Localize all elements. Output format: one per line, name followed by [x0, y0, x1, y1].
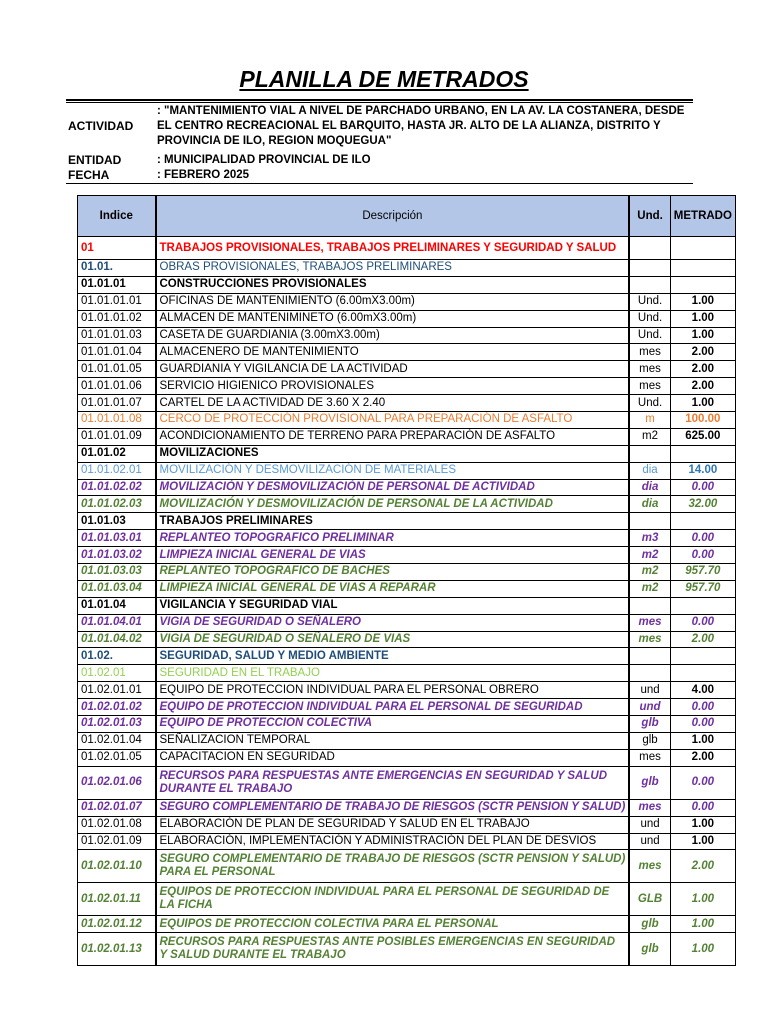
row-und: m: [629, 412, 670, 429]
table-row: [78, 883, 736, 916]
header-bottom-rule: [66, 183, 693, 184]
row-indice: 01.02.01.04: [78, 732, 156, 749]
row-indice: 01.01.01.02: [78, 310, 156, 327]
row-metrado: 0.00: [670, 614, 735, 631]
row-descripcion: SEGURO COMPLEMENTARIO DE TRABAJO DE RIESGOS (SCTR PENSION Y SALUD) PARA EL PERSONAL: [156, 850, 630, 883]
row-und: dia: [629, 462, 670, 479]
column-header-metrado: METRADO: [670, 196, 735, 237]
table-row: [78, 580, 736, 597]
row-und: glb: [629, 766, 670, 799]
row-und: [629, 597, 670, 614]
row-und: mes: [629, 378, 670, 395]
row-und: und: [629, 699, 670, 716]
metrados-table: [77, 195, 736, 966]
row-metrado: 1.00: [670, 933, 735, 966]
table-row: [78, 327, 736, 344]
row-descripcion: MOVILIZACIÓN Y DESMOVILIZACIÓN DE MATERIALES: [156, 462, 630, 479]
table-row: [78, 631, 736, 648]
entidad-label: ENTIDAD: [68, 153, 122, 167]
row-descripcion: ELABORACIÓN, IMPLEMENTACIÓN Y ADMINISTRACIÓN DEL PLAN DE DESVIOS: [156, 833, 630, 850]
row-descripcion: VIGIA DE SEGURIDAD O SEÑALERO: [156, 614, 630, 631]
row-indice: 01.02.01.12: [78, 916, 156, 933]
row-descripcion: TRABAJOS PRELIMINARES: [156, 513, 630, 530]
table-row: [78, 699, 736, 716]
row-descripcion: LIMPIEZA INICIAL GENERAL DE VIAS A REPARAR: [156, 580, 630, 597]
table-row: [78, 916, 736, 933]
row-metrado: 1.00: [670, 327, 735, 344]
row-descripcion: ALMACEN DE MANTENIMINETO (6.00mX3.00m): [156, 310, 630, 327]
row-metrado: 2.00: [670, 344, 735, 361]
table-row: [78, 276, 736, 293]
row-metrado: 14.00: [670, 462, 735, 479]
row-descripcion: SERVICIO HIGIENICO PROVISIONALES: [156, 378, 630, 395]
row-descripcion: ELABORACIÓN DE PLAN DE SEGURIDAD Y SALUD EN EL TRABAJO: [156, 816, 630, 833]
table-row: [78, 479, 736, 496]
row-indice: 01.02.01.07: [78, 799, 156, 816]
row-indice: 01.02.01.10: [78, 850, 156, 883]
row-und: Und.: [629, 327, 670, 344]
row-und: Und.: [629, 293, 670, 310]
row-descripcion: EQUIPO DE PROTECCION COLECTIVA: [156, 716, 630, 733]
row-metrado: 1.00: [670, 916, 735, 933]
row-und: [629, 237, 670, 260]
table-row: [78, 445, 736, 462]
table-row: [78, 412, 736, 429]
row-und: mes: [629, 850, 670, 883]
row-indice: 01.01.01.08: [78, 412, 156, 429]
row-descripcion: SEGURIDAD, SALUD Y MEDIO AMBIENTE: [156, 648, 630, 665]
table-row: [78, 833, 736, 850]
row-metrado: [670, 648, 735, 665]
row-descripcion: CONSTRUCCIONES PROVISIONALES: [156, 276, 630, 293]
fecha-label: FECHA: [68, 168, 110, 182]
row-und: mes: [629, 749, 670, 766]
row-descripcion: CERCO DE PROTECCIÓN PROVISIONAL PARA PREPARACIÓN DE ASFALTO: [156, 412, 630, 429]
row-descripcion: CAPACITACION EN SEGURIDAD: [156, 749, 630, 766]
table-row: [78, 237, 736, 260]
row-descripcion: REPLANTEO TOPOGRAFICO PRELIMINAR: [156, 530, 630, 547]
row-descripcion: SEGURO COMPLEMENTARIO DE TRABAJO DE RIESGOS (SCTR PENSION Y SALUD): [156, 799, 630, 816]
row-indice: 01.01.01.06: [78, 378, 156, 395]
row-indice: 01.02.01.03: [78, 716, 156, 733]
row-indice: 01.02.01.13: [78, 933, 156, 966]
table-row: [78, 310, 736, 327]
row-metrado: 0.00: [670, 479, 735, 496]
table-row: [78, 428, 736, 445]
page-title: PLANILLA DE METRADOS: [239, 66, 529, 92]
row-und: glb: [629, 933, 670, 966]
row-descripcion: VIGILANCIA Y SEGURIDAD VIAL: [156, 597, 630, 614]
row-indice: 01.02.01: [78, 665, 156, 682]
row-descripcion: RECURSOS PARA RESPUESTAS ANTE POSIBLES EMERGENCIAS EN SEGURIDAD Y SALUD DURANTE EL TRABAJO: [156, 933, 630, 966]
table-row: [78, 344, 736, 361]
table-row: [78, 766, 736, 799]
fecha-value: : FEBRERO 2025: [157, 169, 250, 181]
row-metrado: [670, 513, 735, 530]
row-indice: 01.01.04.02: [78, 631, 156, 648]
row-und: [629, 445, 670, 462]
row-und: glb: [629, 716, 670, 733]
row-metrado: 957.70: [670, 580, 735, 597]
row-und: [629, 260, 670, 277]
row-indice: 01.01.: [78, 260, 156, 277]
row-metrado: 2.00: [670, 749, 735, 766]
row-indice: 01.02.01.09: [78, 833, 156, 850]
row-metrado: 4.00: [670, 682, 735, 699]
row-indice: 01.01.01.04: [78, 344, 156, 361]
entidad-value: : MUNICIPALIDAD PROVINCIAL DE ILO: [157, 154, 371, 166]
row-und: dia: [629, 479, 670, 496]
row-und: [629, 665, 670, 682]
row-descripcion: LIMPIEZA INICIAL GENERAL DE VIAS: [156, 547, 630, 564]
row-descripcion: OBRAS PROVISIONALES, TRABAJOS PRELIMINARES: [156, 260, 630, 277]
row-und: glb: [629, 732, 670, 749]
row-metrado: 0.00: [670, 547, 735, 564]
row-indice: 01.01.02: [78, 445, 156, 462]
table-row: [78, 665, 736, 682]
row-indice: 01.02.: [78, 648, 156, 665]
table-row: [78, 614, 736, 631]
table-row: [78, 260, 736, 277]
table-row: [78, 597, 736, 614]
row-descripcion: VIGIA DE SEGURIDAD O SEÑALERO DE VIAS: [156, 631, 630, 648]
table-row: [78, 732, 736, 749]
row-descripcion: SEGURIDAD EN EL TRABAJO: [156, 665, 630, 682]
row-und: und: [629, 682, 670, 699]
row-indice: 01.02.01.11: [78, 883, 156, 916]
table-row: [78, 564, 736, 581]
row-indice: 01.02.01.05: [78, 749, 156, 766]
row-indice: 01.02.01.08: [78, 816, 156, 833]
row-descripcion: ACONDICIONAMIENTO DE TERRENO PARA PREPARACIÓN DE ASFALTO: [156, 428, 630, 445]
row-indice: 01.01.03.04: [78, 580, 156, 597]
row-metrado: [670, 276, 735, 293]
row-und: [629, 648, 670, 665]
row-descripcion: REPLANTEO TOPOGRAFICO DE BACHES: [156, 564, 630, 581]
row-descripcion: GUARDIANIA Y VIGILANCIA DE LA ACTIVIDAD: [156, 361, 630, 378]
row-indice: 01.02.01.02: [78, 699, 156, 716]
row-und: glb: [629, 916, 670, 933]
row-und: m2: [629, 428, 670, 445]
row-und: mes: [629, 799, 670, 816]
row-metrado: 625.00: [670, 428, 735, 445]
actividad-value: : "MANTENIMIENTO VIAL A NIVEL DE PARCHADO URBANO, EN LA AV. LA COSTANERA, DESDE EL CENTRO RECREACIONAL EL BARQUITO, HASTA JR. ALTO DE LA ALIANZA, DISTRITO Y PROVINCIA DE ILO, REGION MOQUEGUA": [157, 105, 685, 147]
row-metrado: 2.00: [670, 850, 735, 883]
row-indice: 01.01.01.01: [78, 293, 156, 310]
row-descripcion: MOVILIZACIONES: [156, 445, 630, 462]
row-descripcion: TRABAJOS PROVISIONALES, TRABAJOS PRELIMINARES Y SEGURIDAD Y SALUD: [156, 237, 630, 260]
row-und: mes: [629, 614, 670, 631]
actividad-label: ACTIVIDAD: [68, 119, 134, 133]
row-indice: 01.01.03: [78, 513, 156, 530]
row-und: m2: [629, 580, 670, 597]
row-indice: 01.01.03.02: [78, 547, 156, 564]
table-row: [78, 547, 736, 564]
table-row: [78, 749, 736, 766]
row-indice: 01.01.03.03: [78, 564, 156, 581]
row-descripcion: CARTEL DE LA ACTIVIDAD DE 3.60 X 2.40: [156, 395, 630, 412]
row-metrado: 0.00: [670, 699, 735, 716]
row-descripcion: CASETA DE GUARDIANIA (3.00mX3.00m): [156, 327, 630, 344]
row-metrado: 0.00: [670, 716, 735, 733]
row-metrado: 0.00: [670, 766, 735, 799]
table-row: [78, 799, 736, 816]
row-metrado: 32.00: [670, 496, 735, 513]
row-indice: 01.01.04: [78, 597, 156, 614]
table-row: [78, 378, 736, 395]
row-und: mes: [629, 361, 670, 378]
row-descripcion: EQUIPO DE PROTECCION INDIVIDUAL PARA EL PERSONAL DE SEGURIDAD: [156, 699, 630, 716]
row-metrado: 1.00: [670, 816, 735, 833]
row-metrado: 2.00: [670, 361, 735, 378]
table-header-row: [78, 196, 736, 237]
row-metrado: [670, 260, 735, 277]
row-indice: 01.01.02.01: [78, 462, 156, 479]
row-und: mes: [629, 631, 670, 648]
row-descripcion: EQUIPO DE PROTECCION INDIVIDUAL PARA EL PERSONAL OBRERO: [156, 682, 630, 699]
row-indice: 01.01.03.01: [78, 530, 156, 547]
row-und: m2: [629, 547, 670, 564]
row-und: dia: [629, 496, 670, 513]
row-und: m2: [629, 564, 670, 581]
table-row: [78, 648, 736, 665]
table-row: [78, 496, 736, 513]
table-row: [78, 816, 736, 833]
row-metrado: 1.00: [670, 833, 735, 850]
table-row: [78, 293, 736, 310]
row-indice: 01.01.02.02: [78, 479, 156, 496]
row-indice: 01.01.01.03: [78, 327, 156, 344]
row-und: mes: [629, 344, 670, 361]
row-metrado: 100.00: [670, 412, 735, 429]
row-descripcion: EQUIPOS DE PROTECCION INDIVIDUAL PARA EL PERSONAL DE SEGURIDAD DE LA FICHA: [156, 883, 630, 916]
row-und: und: [629, 816, 670, 833]
column-header-descripcion: Descripción: [156, 196, 630, 237]
table-row: [78, 933, 736, 966]
row-indice: 01.01.04.01: [78, 614, 156, 631]
row-und: m3: [629, 530, 670, 547]
row-und: Und.: [629, 395, 670, 412]
table-row: [78, 850, 736, 883]
row-metrado: 1.00: [670, 293, 735, 310]
table-row: [78, 462, 736, 479]
row-indice: 01: [78, 237, 156, 260]
row-metrado: 1.00: [670, 732, 735, 749]
row-metrado: 957.70: [670, 564, 735, 581]
title-underline-rule-thin: [66, 102, 693, 103]
table-row: [78, 682, 736, 699]
row-descripcion: ALMACENERO DE MANTENIMIENTO: [156, 344, 630, 361]
row-metrado: 0.00: [670, 530, 735, 547]
row-indice: 01.01.01.05: [78, 361, 156, 378]
row-indice: 01.01.01: [78, 276, 156, 293]
row-indice: 01.01.01.07: [78, 395, 156, 412]
row-und: GLB: [629, 883, 670, 916]
row-metrado: 1.00: [670, 310, 735, 327]
row-metrado: [670, 237, 735, 260]
table-row: [78, 530, 736, 547]
row-descripcion: EQUIPOS DE PROTECCION COLECTIVA PARA EL PERSONAL: [156, 916, 630, 933]
row-metrado: 0.00: [670, 799, 735, 816]
table-row: [78, 361, 736, 378]
title-underline-rule: [66, 99, 693, 101]
row-metrado: 2.00: [670, 631, 735, 648]
row-metrado: 2.00: [670, 378, 735, 395]
row-descripcion: RECURSOS PARA RESPUESTAS ANTE EMERGENCIAS EN SEGURIDAD Y SALUD DURANTE EL TRABAJO: [156, 766, 630, 799]
row-und: und: [629, 833, 670, 850]
row-und: [629, 513, 670, 530]
table-row: [78, 513, 736, 530]
row-und: Und.: [629, 310, 670, 327]
table-row: [78, 716, 736, 733]
row-indice: 01.02.01.01: [78, 682, 156, 699]
table-row: [78, 395, 736, 412]
row-descripcion: MOVILIZACIÓN Y DESMOVILIZACIÓN DE PERSONAL DE LA ACTIVIDAD: [156, 496, 630, 513]
row-indice: 01.01.02.03: [78, 496, 156, 513]
row-metrado: 1.00: [670, 883, 735, 916]
row-metrado: [670, 665, 735, 682]
row-descripcion: SEÑALIZACION TEMPORAL: [156, 732, 630, 749]
row-descripcion: OFICINAS DE MANTENIMIENTO (6.00mX3.00m): [156, 293, 630, 310]
column-header-und: Und.: [629, 196, 670, 237]
column-header-indice: Indice: [78, 196, 156, 237]
row-und: [629, 276, 670, 293]
row-metrado: [670, 597, 735, 614]
row-indice: 01.02.01.06: [78, 766, 156, 799]
row-metrado: [670, 445, 735, 462]
row-metrado: 1.00: [670, 395, 735, 412]
row-indice: 01.01.01.09: [78, 428, 156, 445]
row-descripcion: MOVILIZACIÓN Y DESMOVILIZACIÓN DE PERSONAL DE ACTIVIDAD: [156, 479, 630, 496]
table-body: [78, 237, 736, 966]
